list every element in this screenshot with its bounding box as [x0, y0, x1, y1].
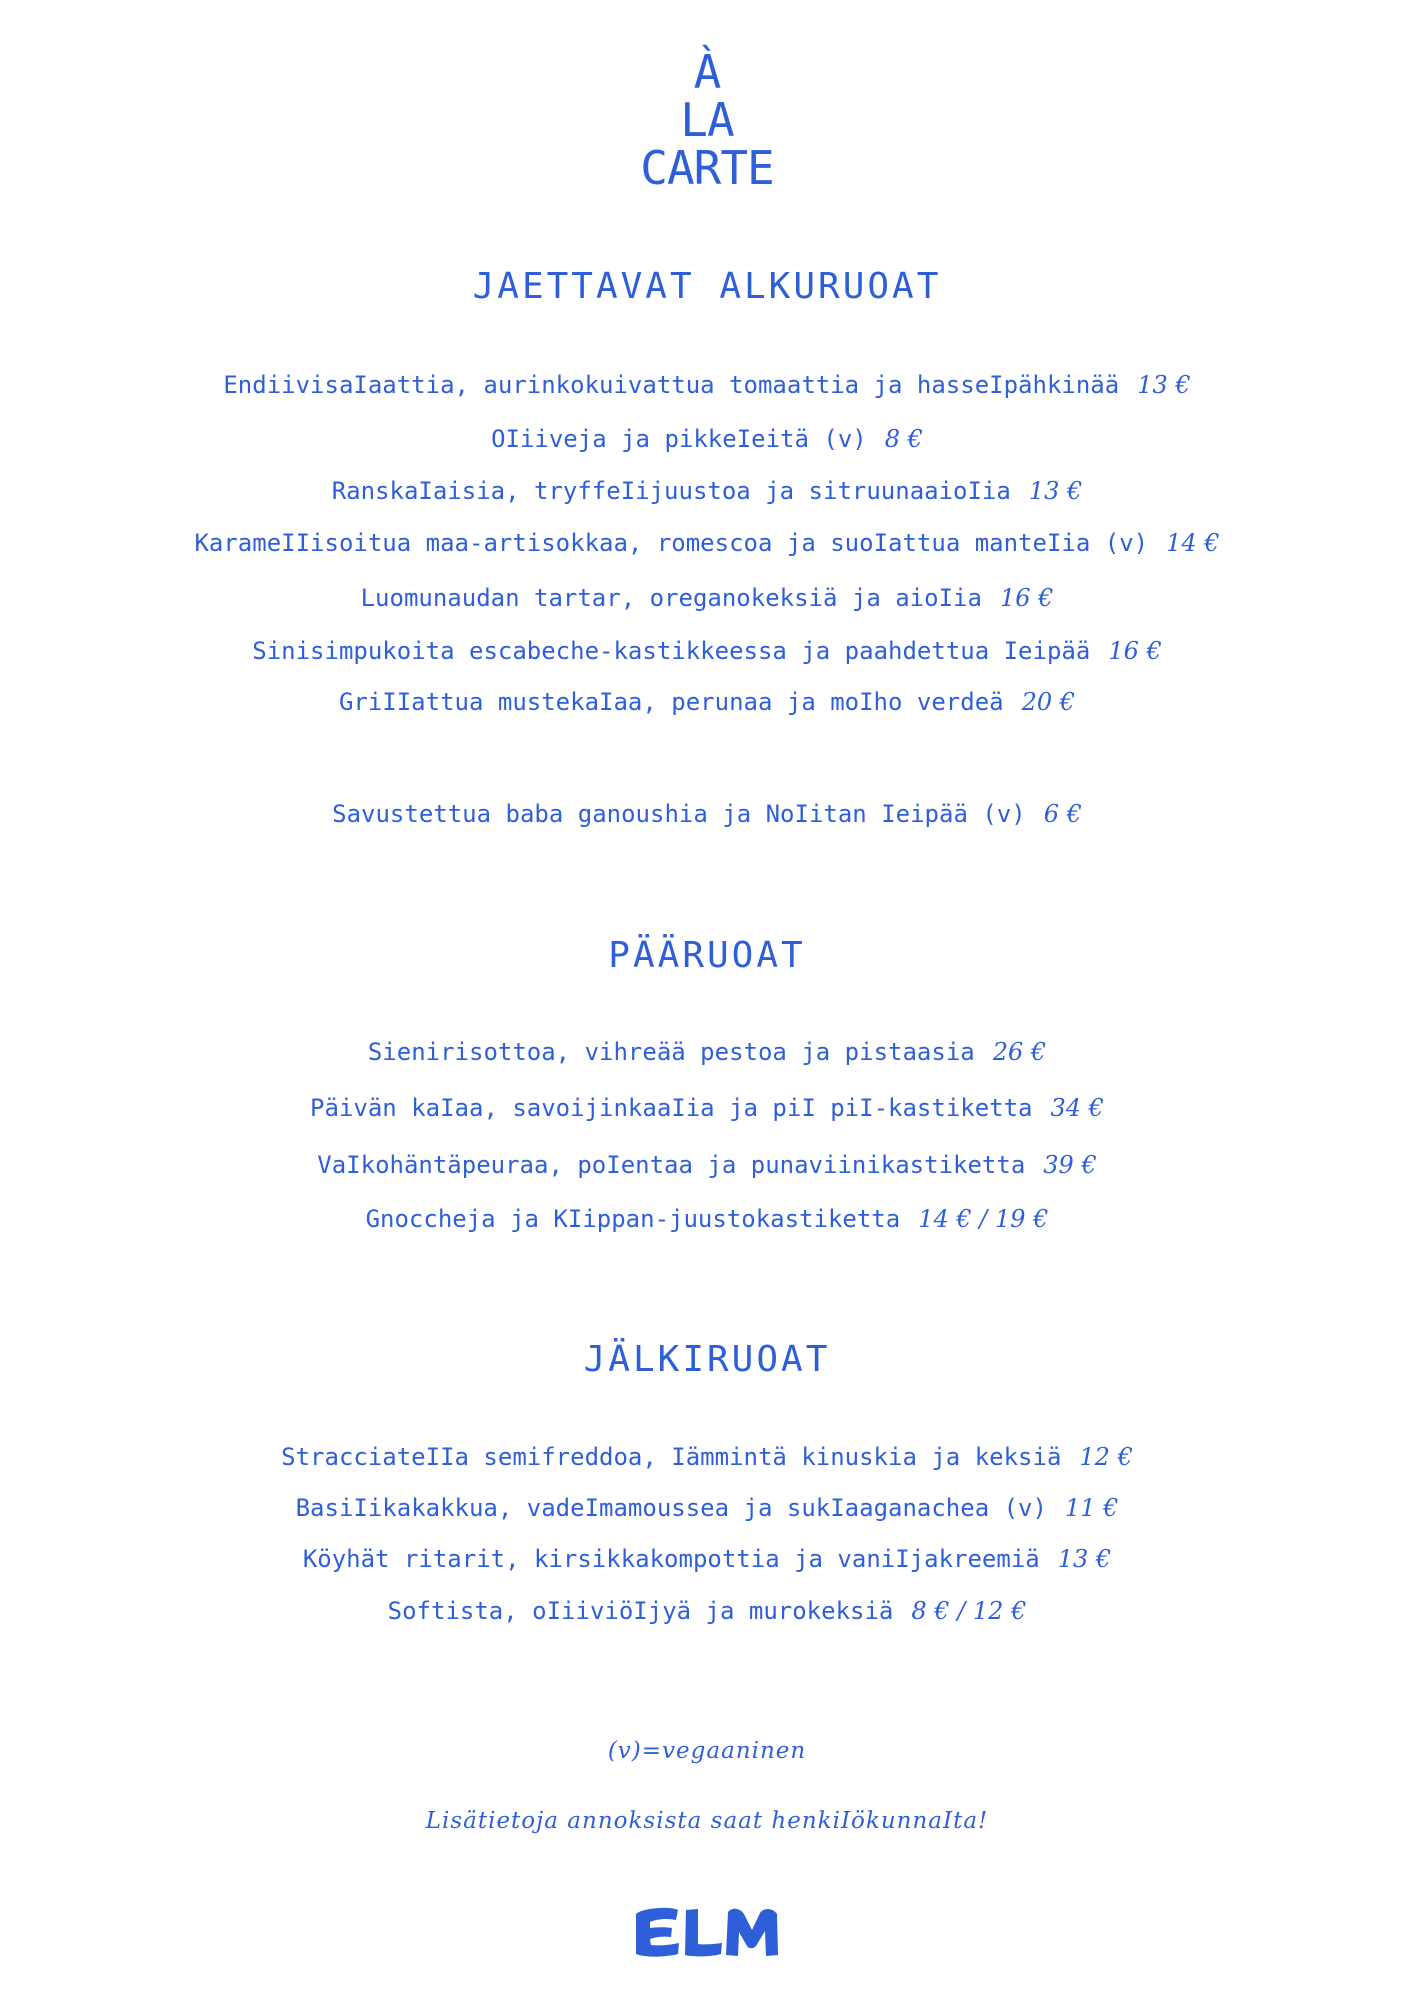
- item-name: Köyhät ritarit, kirsikkakompottia ja vaniIjakreemiä: [302, 1545, 1040, 1573]
- menu-item: [0, 637, 1414, 665]
- menu-item: [0, 425, 1414, 453]
- item-name: VaIkohäntäpeuraa, poIentaa ja punaviinikastiketta: [317, 1151, 1026, 1179]
- item-price: 13 €: [1137, 371, 1191, 399]
- item-name: Softista, oIiiviöIjyä ja murokeksiä: [387, 1597, 894, 1625]
- item-price: 26 €: [992, 1038, 1047, 1066]
- item-name: Savustettua baba ganoushia ja NoIitan Ieipää (v): [332, 800, 1026, 828]
- item-name: EndiivisaIaattia, aurinkokuivattua tomaattia ja hasseIpähkinää: [223, 371, 1120, 399]
- elm-logo: [632, 1900, 782, 1962]
- menu-item: [0, 477, 1414, 505]
- section-heading-desserts: JÄLKIRUOAT: [583, 1339, 831, 1380]
- menu-title: [0, 45, 1414, 195]
- item-price: 16 €: [1108, 637, 1162, 665]
- item-name: Gnoccheja ja KIippan-juustokastiketta: [365, 1205, 901, 1233]
- menu-item: [0, 1151, 1414, 1179]
- item-price: 12 €: [1079, 1443, 1133, 1471]
- item-price: 34 €: [1050, 1094, 1104, 1122]
- item-name: Sinisimpukoita escabeche-kastikkeessa ja paahdettua Ieipää: [252, 637, 1091, 665]
- section-heading-mains: PÄÄRUOAT: [608, 935, 806, 976]
- item-price: 8 € / 12 €: [911, 1597, 1027, 1625]
- item-price: 20 €: [1021, 688, 1076, 716]
- menu-item: [0, 1443, 1414, 1471]
- menu-item: [0, 529, 1414, 557]
- menu-item: [0, 1094, 1414, 1122]
- menu-item: [0, 1597, 1414, 1625]
- item-price: 13 €: [1057, 1545, 1112, 1573]
- info-note: Lisätietoja annoksista saat henkiIökunnaIta!: [425, 1808, 989, 1834]
- menu-item: [0, 800, 1414, 828]
- title-line-3: CARTE: [640, 141, 774, 195]
- item-price: 13 €: [1028, 477, 1083, 505]
- item-name: Sienirisottoa, vihreää pestoa ja pistaasia: [367, 1038, 975, 1066]
- menu-item: [0, 584, 1414, 612]
- item-name: Luomunaudan tartar, oreganokeksiä ja aioIia: [360, 584, 982, 612]
- item-name: GriIIattua mustekaIaa, perunaa ja moIho verdeä: [338, 688, 1004, 716]
- item-price: 11 €: [1064, 1494, 1119, 1522]
- item-price: 14 € / 19 €: [918, 1205, 1049, 1233]
- menu-item: [0, 1545, 1414, 1573]
- item-name: Päivän kaIaa, savoijinkaaIia ja piI piI-kastiketta: [310, 1094, 1033, 1122]
- vegan-legend: (v)=vegaaninen: [607, 1738, 807, 1764]
- item-price: 14 €: [1166, 529, 1220, 557]
- title-line-2: LA: [680, 93, 734, 147]
- menu-item: [0, 688, 1414, 716]
- item-name: KarameIIisoitua maa-artisokkaa, romescoa ja suoIattua manteIia (v): [194, 529, 1149, 557]
- menu-item: [0, 1494, 1414, 1522]
- menu-item: [0, 1205, 1414, 1233]
- item-price: 6 €: [1043, 800, 1082, 828]
- item-name: OIiiveja ja pikkeIeitä (v): [491, 425, 867, 453]
- item-name: BasiIikakakkua, vadeImamoussea ja sukIaaganachea (v): [295, 1494, 1047, 1522]
- title-line-1: À: [693, 45, 721, 99]
- item-price: 16 €: [999, 584, 1054, 612]
- item-name: RanskaIaisia, tryffeIijuustoa ja sitruunaaioIia: [331, 477, 1011, 505]
- item-price: 39 €: [1043, 1151, 1097, 1179]
- item-name: StracciateIIa semifreddoa, Iämmintä kinuskia ja keksiä: [281, 1443, 1062, 1471]
- section-heading-starters: JAETTAVAT ALKURUOAT: [472, 266, 942, 307]
- item-price: 8 €: [884, 425, 923, 453]
- menu-item: [0, 371, 1414, 399]
- menu-item: [0, 1038, 1414, 1066]
